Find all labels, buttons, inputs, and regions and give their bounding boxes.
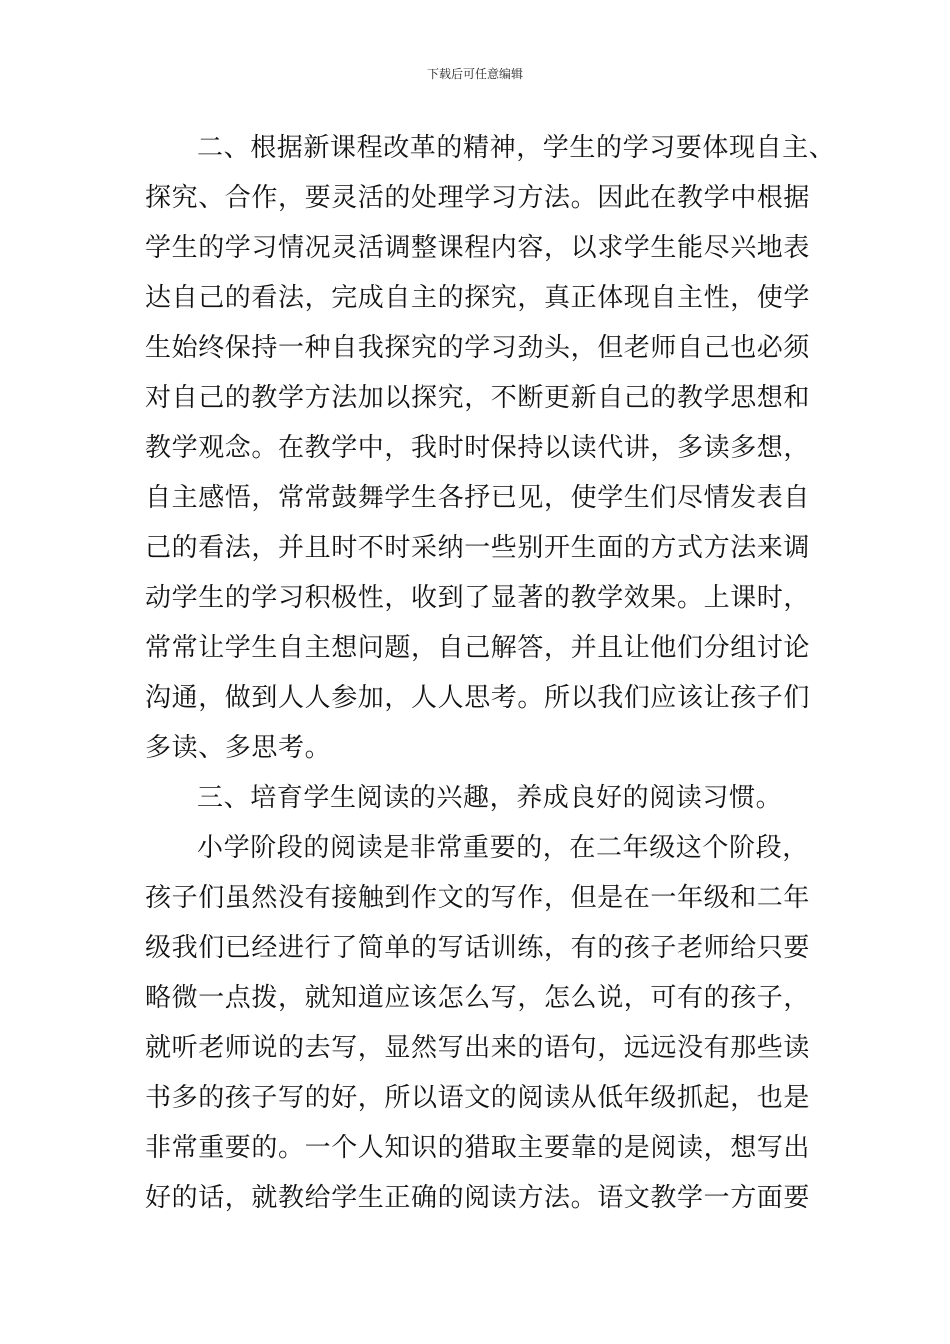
text-line: 就听老师说的去写，显然写出来的语句，远远没有那些读 [145, 1033, 811, 1063]
text-line: 生始终保持一种自我探究的学习劲头，但老师自己也必须 [145, 333, 811, 363]
text-line: 自主感悟，常常鼓舞学生各抒已见，使学生们尽情发表自 [145, 483, 811, 513]
text-line: 二、根据新课程改革的精神，学生的学习要体现自主、 [197, 133, 836, 163]
text-line: 非常重要的。一个人知识的猎取主要靠的是阅读，想写出 [145, 1133, 811, 1163]
text-line: 动学生的学习积极性，收到了显著的教学效果。上课时， [145, 583, 811, 613]
text-line: 达自己的看法，完成自主的探究，真正体现自主性，使学 [145, 283, 811, 313]
text-line: 己的看法，并且时不时采纳一些别开生面的方式方法来调 [145, 533, 811, 563]
text-line: 常常让学生自主想问题，自己解答，并且让他们分组讨论 [145, 633, 811, 663]
text-line: 孩子们虽然没有接触到作文的写作，但是在一年级和二年 [145, 883, 811, 913]
text-line: 教学观念。在教学中，我时时保持以读代讲，多读多想， [145, 433, 811, 463]
text-line: 三、培育学生阅读的兴趣，养成良好的阅读习惯。 [197, 783, 783, 813]
text-line: 书多的孩子写的好，所以语文的阅读从低年级抓起，也是 [145, 1083, 811, 1113]
page-header: 下载后可任意编辑 [426, 67, 523, 81]
text-line: 好的话，就教给学生正确的阅读方法。语文教学一方面要 [145, 1183, 811, 1213]
text-line: 学生的学习情况灵活调整课程内容，以求学生能尽兴地表 [145, 233, 811, 263]
text-line: 略微一点拨，就知道应该怎么写，怎么说，可有的孩子， [145, 983, 811, 1013]
text-line: 探究、合作，要灵活的处理学习方法。因此在教学中根据 [145, 183, 811, 213]
text-line: 小学阶段的阅读是非常重要的，在二年级这个阶段， [197, 833, 809, 863]
text-line: 对自己的教学方法加以探究，不断更新自己的教学思想和 [145, 383, 811, 413]
text-line: 多读、多思考。 [145, 733, 332, 763]
text-line: 沟通，做到人人参加，人人思考。所以我们应该让孩子们 [145, 683, 811, 713]
text-line: 级我们已经进行了简单的写话训练，有的孩子老师给只要 [145, 933, 811, 963]
